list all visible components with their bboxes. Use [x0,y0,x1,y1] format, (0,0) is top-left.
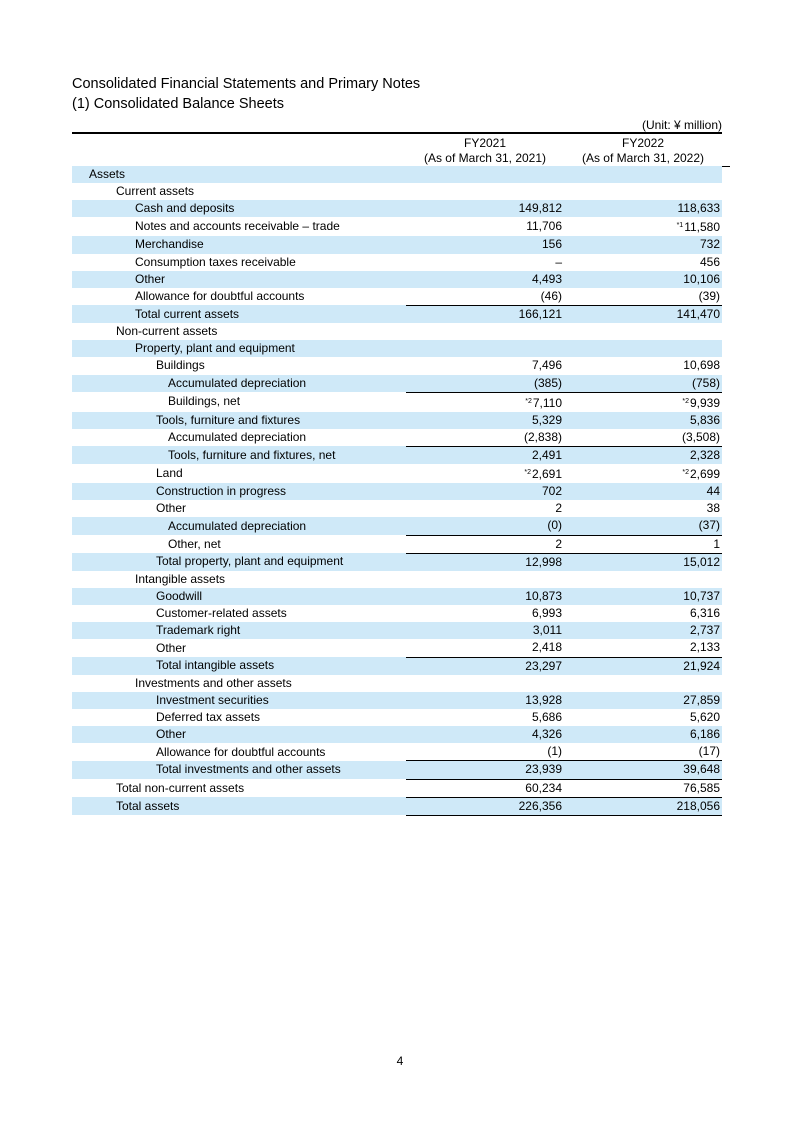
row-spacer [722,183,730,200]
cell-value: 2,133 [689,640,720,655]
unit-label: (Unit: ¥ million) [641,118,722,132]
value-fy2022 [564,183,722,200]
cell-value: 2,328 [689,448,720,463]
cell-value: – [555,254,562,269]
column-fy2021-year: FY2021 [463,136,507,150]
row-spacer [722,726,730,743]
row-label: Other [72,271,406,288]
value-fy2022 [564,305,722,323]
cell-value: (0) [547,518,562,533]
table-row [72,288,730,306]
value-fy2021 [406,375,564,393]
table-row [72,500,730,517]
value-fy2021 [406,571,564,588]
cell-value: 141,470 [676,307,720,322]
table-row [72,675,730,692]
cell-value: 23,939 [525,762,562,777]
cell-value: 226,356 [518,798,562,813]
cell-value: 5,686 [531,710,562,724]
cell-value: 3,011 [532,623,562,638]
value-fy2022 [564,483,722,500]
value-fy2022 [564,392,722,412]
table-row [72,429,730,447]
value-fy2021 [406,288,564,306]
row-label: Assets [72,166,406,183]
row-spacer [722,254,730,271]
value-fy2022 [564,254,722,271]
cell-value: 12,998 [525,554,562,569]
row-label: Intangible assets [135,571,226,586]
value-fy2021 [406,588,564,605]
cell-value: 156 [541,237,562,252]
row-label: Total non-current assets [116,780,245,795]
row-spacer [722,779,730,797]
cell-value: 218,056 [676,798,720,813]
row-spacer [722,429,730,447]
footnote-mark: *1 [676,222,684,230]
table-row [72,412,730,429]
row-label: Total assets [72,797,406,815]
value-fy2021 [406,709,564,726]
value-fy2021 [406,535,564,553]
row-spacer [722,375,730,393]
row-spacer [722,588,730,605]
row-label: Non-current assets [116,324,218,339]
column-fy2022-date: (As of March 31, 2022) [581,151,705,165]
row-label: Other [156,501,187,516]
row-spacer [722,357,730,374]
table-row [72,517,730,535]
cell-value: 10,698 [683,358,720,373]
table-row [72,392,730,412]
value-fy2021 [406,200,564,217]
cell-value: (758) [691,375,720,390]
row-label: Construction in progress [72,483,406,500]
row-spacer [722,464,730,483]
row-spacer [722,692,730,709]
row-label: Notes and accounts receivable – trade [135,219,340,234]
cell-value: 4,493 [531,271,562,286]
value-fy2022 [564,288,722,306]
cell-value: 15,012 [683,554,720,569]
document-title: Consolidated Financial Statements and Primary Notes [72,76,421,92]
row-label: Property, plant and equipment [72,340,406,357]
table-row [72,743,730,761]
table-row [72,271,730,288]
row-label: Merchandise [72,236,406,253]
row-label: Investment securities [72,692,406,709]
row-spacer [722,639,730,657]
value-fy2021 [406,726,564,743]
value-fy2022 [564,639,722,657]
row-spacer [722,271,730,288]
column-fy2022-year: FY2022 [621,136,665,150]
value-fy2022 [564,236,722,253]
cell-value: 44 [706,484,720,499]
row-spacer [722,217,730,236]
value-fy2021 [406,605,564,622]
value-fy2021 [406,639,564,657]
row-label: Accumulated depreciation [168,430,307,445]
cell-value: (46) [540,288,562,303]
row-label: Goodwill [72,588,406,605]
value-fy2022 [564,657,722,675]
value-fy2022 [564,446,722,464]
cell-value: 1 [713,536,720,551]
cell-value: (37) [698,518,720,533]
value-fy2022 [564,217,722,236]
value-fy2022 [564,553,722,571]
value-fy2022 [564,412,722,429]
footnote-mark: *2 [682,397,689,405]
table-row [72,200,730,217]
value-fy2021 [406,675,564,692]
cell-value: 118,633 [677,201,720,216]
row-label: Total current assets [72,305,406,323]
footnote-mark: *2 [525,397,532,405]
row-spacer [722,797,730,815]
row-label: Cash and deposits [72,200,406,217]
value-fy2021 [406,357,564,374]
value-fy2021 [406,657,564,675]
value-fy2021 [406,271,564,288]
value-fy2022 [564,517,722,535]
table-row [72,709,730,726]
cell-value: 38 [706,501,720,516]
value-fy2021 [406,446,564,464]
cell-value: (39) [698,288,720,303]
row-label: Customer-related assets [156,606,287,621]
value-fy2021 [406,236,564,253]
table-row [72,323,730,340]
row-label: Tools, furniture and fixtures, net [72,446,406,464]
value-fy2021 [406,340,564,357]
value-fy2022 [564,709,722,726]
row-spacer [722,535,730,553]
table-row [72,217,730,236]
value-fy2021 [406,254,564,271]
table-row [72,553,730,571]
table-row [72,779,730,797]
table-row [72,464,730,483]
cell-value: 2 [555,536,562,551]
value-fy2021 [406,323,564,340]
cell-value: 10,106 [683,271,720,286]
value-fy2022 [564,571,722,588]
value-fy2022 [564,743,722,761]
cell-value: (2,838) [523,429,562,444]
cell-value: 6,186 [689,727,720,742]
row-spacer [722,305,730,323]
row-spacer [722,622,730,639]
row-label: Accumulated depreciation [72,517,406,535]
value-fy2022 [564,323,722,340]
value-fy2022 [564,500,722,517]
balance-sheet-body [72,166,730,815]
value-fy2021 [406,483,564,500]
value-fy2021 [406,464,564,483]
value-fy2021 [406,779,564,797]
row-label: Deferred tax assets [156,710,261,724]
cell-value: 5,329 [531,412,562,427]
cell-value: 4,326 [531,727,562,742]
row-spacer [722,517,730,535]
table-row [72,761,730,779]
cell-value: 5,836 [689,412,720,427]
cell-value: 11,580 [684,220,720,235]
table-row [72,446,730,464]
cell-value: 2,699 [689,467,720,482]
row-label: Allowance for doubtful accounts [156,744,326,759]
value-fy2022 [564,779,722,797]
table-row [72,535,730,553]
row-spacer [722,446,730,464]
cell-value: 39,648 [683,762,720,777]
value-fy2021 [406,692,564,709]
cell-value: (17) [698,744,720,759]
row-label: Tools, furniture and fixtures [72,412,406,429]
cell-value: 2,418 [531,640,562,655]
row-spacer [722,412,730,429]
cell-value: 5,620 [689,710,720,724]
row-label: Current assets [116,184,195,199]
row-spacer [722,323,730,340]
row-label: Accumulated depreciation [72,375,406,393]
table-row [72,166,730,183]
cell-value: 732 [699,237,720,252]
value-fy2022 [564,464,722,483]
row-spacer [722,743,730,761]
cell-value: 702 [541,484,562,499]
table-row [72,588,730,605]
column-header [72,136,730,167]
value-fy2021 [406,622,564,639]
value-fy2021 [406,305,564,323]
row-label: Consumption taxes receivable [135,254,296,269]
table-row [72,622,730,639]
value-fy2021 [406,517,564,535]
footnote-mark: *2 [682,469,689,477]
footnote-mark: *2 [524,469,531,477]
row-spacer [722,483,730,500]
value-fy2022 [564,166,722,183]
value-fy2021 [406,429,564,447]
table-row [72,183,730,200]
cell-value: 10,873 [525,589,562,604]
table-row [72,483,730,500]
column-fy2021 [406,136,564,166]
table-row [72,357,730,374]
value-fy2021 [406,761,564,779]
row-label: Other [72,726,406,743]
value-fy2021 [406,217,564,236]
value-fy2021 [406,797,564,815]
row-spacer [722,709,730,726]
page-number: 4 [396,1054,404,1068]
value-fy2022 [564,692,722,709]
table-row [72,605,730,622]
row-spacer [722,500,730,517]
value-fy2021 [406,166,564,183]
row-spacer [722,605,730,622]
row-label: Total property, plant and equipment [72,553,406,571]
cell-value: 6,993 [531,606,562,621]
table-row [72,639,730,657]
value-fy2022 [564,535,722,553]
cell-value: 27,859 [683,692,720,707]
value-fy2022 [564,200,722,217]
value-fy2022 [564,429,722,447]
cell-value: (1) [547,744,562,759]
table-row [72,657,730,675]
row-spacer [722,340,730,357]
column-fy2022 [564,136,722,166]
cell-value: 7,496 [531,358,562,373]
row-spacer [722,675,730,692]
row-spacer [722,657,730,675]
cell-value: 21,924 [683,658,720,673]
row-label: Total intangible assets [72,657,406,675]
table-row [72,375,730,393]
value-fy2022 [564,340,722,357]
row-spacer [722,166,730,183]
row-label: Total investments and other assets [72,761,406,779]
row-label: Land [156,466,183,481]
balance-sheet-table [72,166,730,816]
value-fy2021 [406,500,564,517]
table-row [72,571,730,588]
row-spacer [722,236,730,253]
cell-value: 9,939 [689,395,720,410]
cell-value: 10,737 [683,589,720,604]
row-spacer [722,553,730,571]
row-label: Other, net [168,536,221,551]
row-spacer [722,392,730,412]
column-fy2021-date: (As of March 31, 2021) [423,151,547,165]
cell-value: (385) [533,375,562,390]
value-fy2021 [406,553,564,571]
value-fy2021 [406,743,564,761]
value-fy2022 [564,675,722,692]
table-row [72,305,730,323]
cell-value: 7,110 [532,395,562,410]
cell-value: 2 [555,501,562,516]
row-spacer [722,571,730,588]
table-row [72,254,730,271]
value-fy2021 [406,392,564,412]
value-fy2022 [564,271,722,288]
cell-value: 6,316 [689,606,720,621]
row-label: Trademark right [72,622,406,639]
cell-value: 76,585 [683,780,720,795]
row-label: Other [156,640,187,655]
row-label: Investments and other assets [135,675,292,690]
value-fy2022 [564,588,722,605]
value-fy2022 [564,375,722,393]
cell-value: 2,737 [689,623,720,638]
row-spacer [722,200,730,217]
row-spacer [722,288,730,306]
table-row [72,692,730,709]
value-fy2021 [406,412,564,429]
top-rule [72,132,722,134]
row-label: Allowance for doubtful accounts [135,289,305,304]
cell-value: 11,706 [526,219,562,234]
cell-value: 60,234 [525,780,562,795]
cell-value: 2,691 [531,467,562,482]
table-row [72,236,730,253]
value-fy2022 [564,761,722,779]
cell-value: 166,121 [518,307,562,322]
row-label: Buildings [156,358,205,373]
cell-value: 2,491 [531,448,562,463]
value-fy2022 [564,605,722,622]
cell-value: (3,508) [681,429,720,444]
row-label: Buildings, net [168,394,241,409]
section-title: (1) Consolidated Balance Sheets [72,96,284,112]
table-row [72,340,730,357]
value-fy2022 [564,357,722,374]
value-fy2022 [564,726,722,743]
value-fy2022 [564,622,722,639]
value-fy2021 [406,183,564,200]
table-row [72,726,730,743]
cell-value: 13,928 [525,692,562,707]
value-fy2022 [564,797,722,815]
table-row [72,797,730,815]
cell-value: 456 [699,254,720,269]
row-spacer [722,761,730,779]
cell-value: 23,297 [525,658,562,673]
cell-value: 149,812 [518,201,562,216]
